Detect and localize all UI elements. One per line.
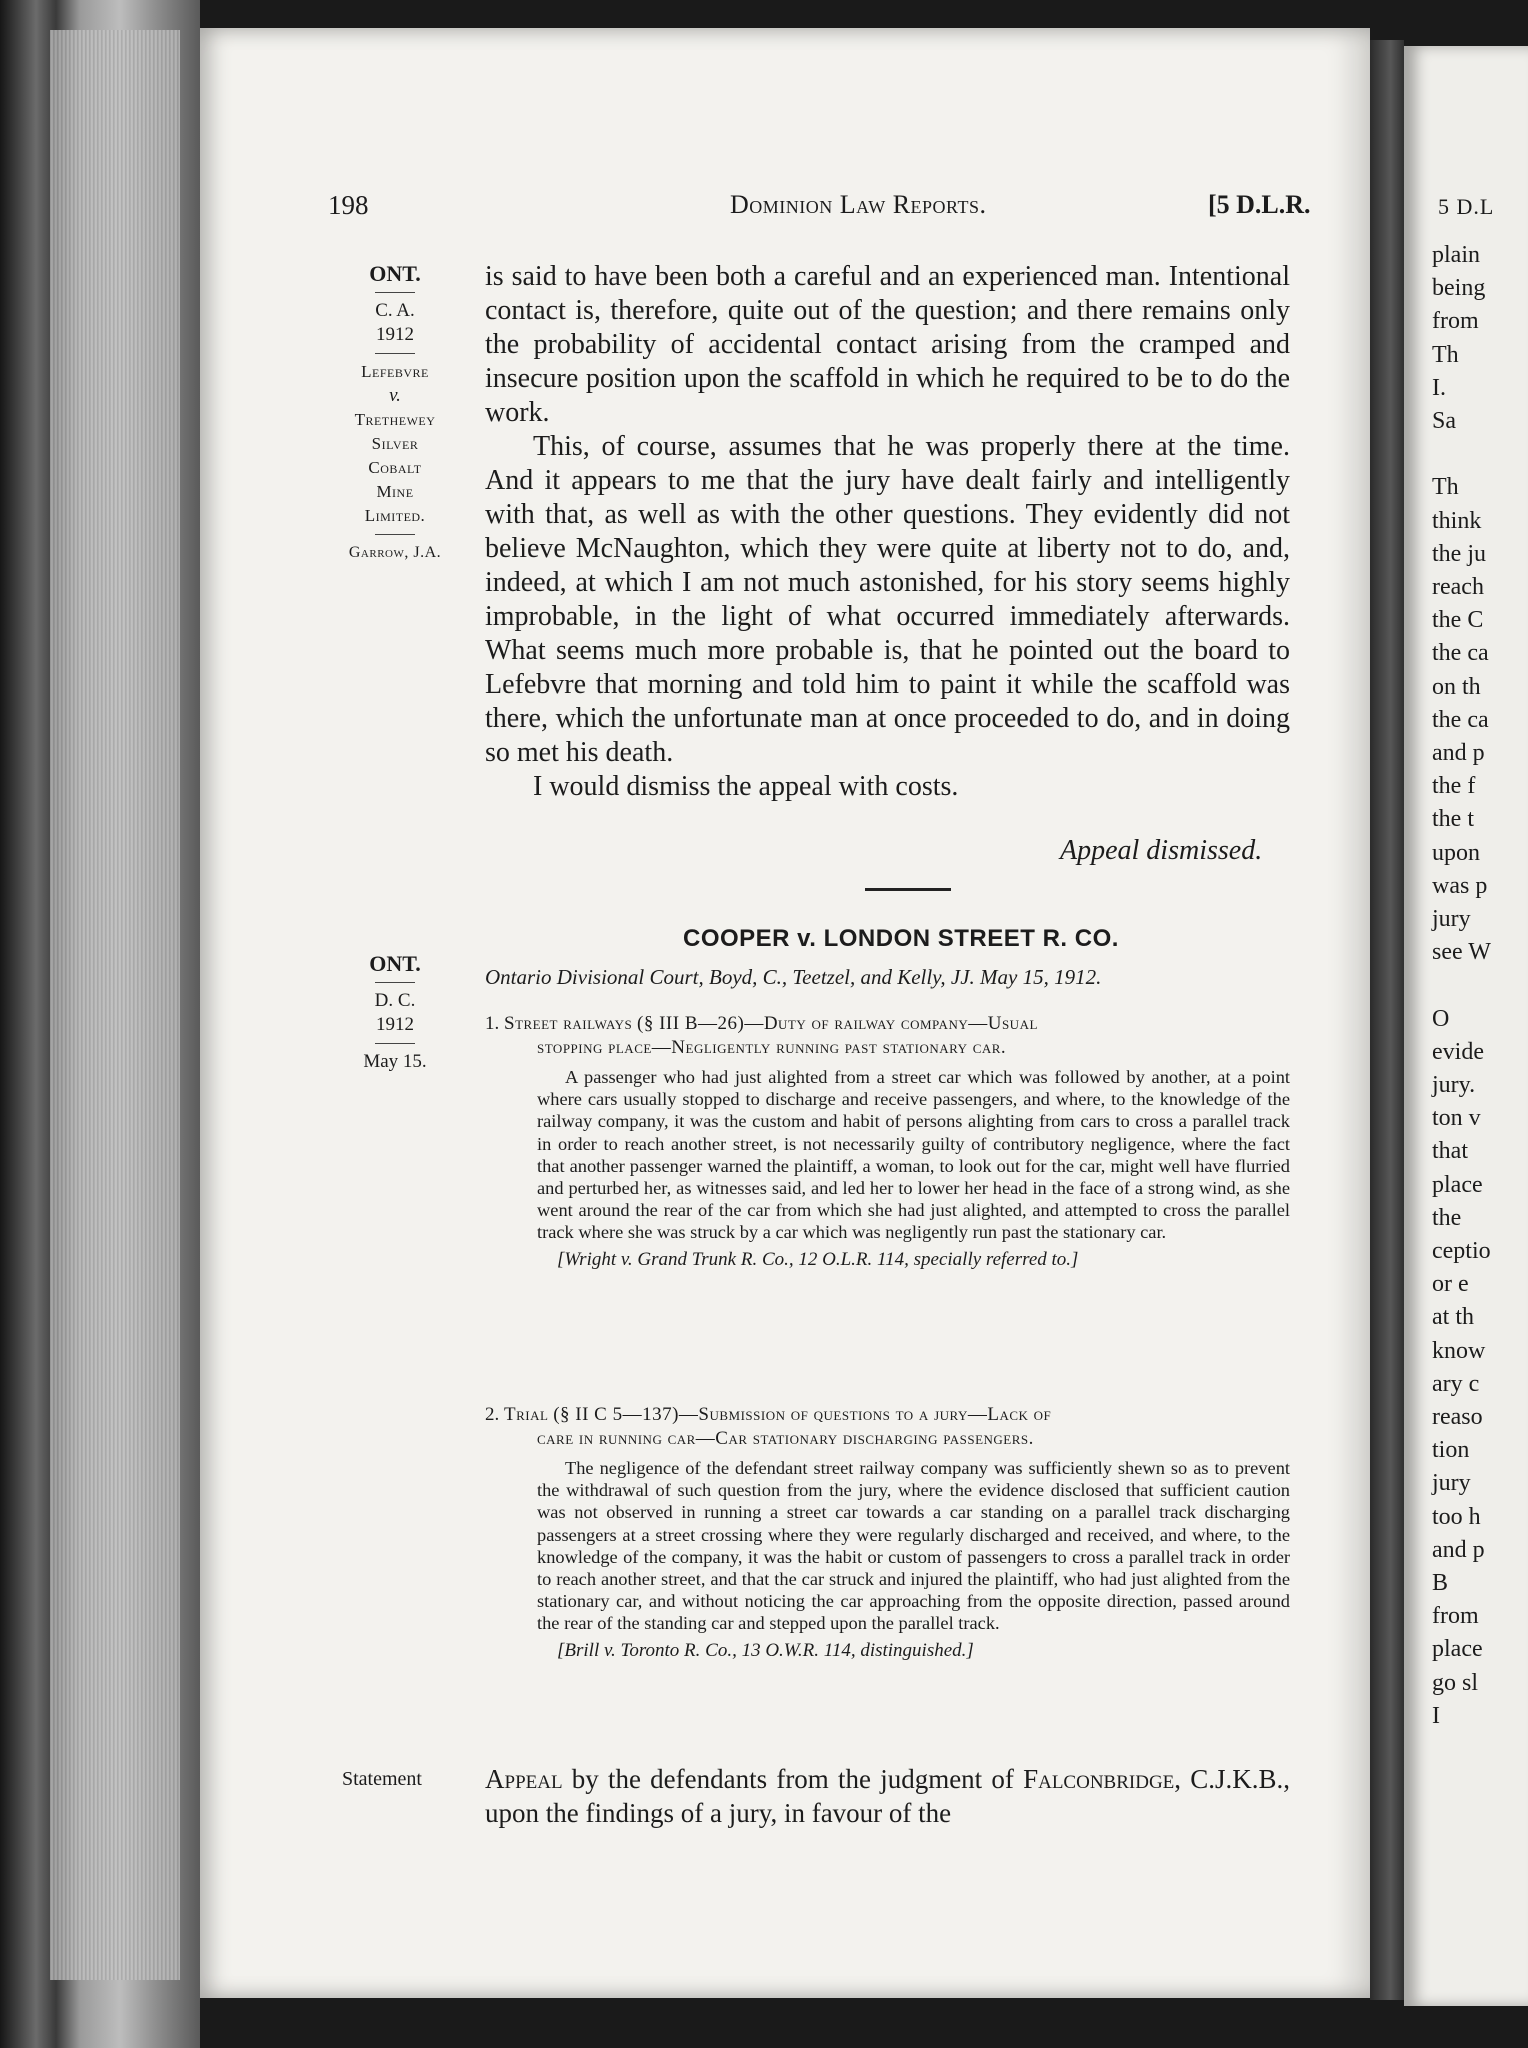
- margin-court: ONT.: [369, 951, 421, 976]
- headnote: [485, 1403, 1290, 1663]
- facing-page-line: O: [1432, 1005, 1450, 1032]
- facing-page-line: from: [1432, 1603, 1479, 1630]
- facing-page-line: and p: [1432, 740, 1485, 766]
- facing-page-line: think: [1432, 507, 1482, 534]
- headnote-citation: [Wright v. Grand Trunk R. Co., 12 O.L.R. 114, specially referred to.]: [557, 1248, 1079, 1270]
- headnote-number: 1.: [485, 1013, 500, 1034]
- headnote-paragraph: A passenger who had just alighted from a street car which was followed by another, at a point where cars usually stopped to discharge and receive passengers, and where, to the knowledge of the railway company, it was the custom and habit of persons alighting from cars to cross a parallel track in order to reach another street, is not necessarily guilty of contributory negligence, where the fact that another passenger warned the plaintiff, a woman, to look out for the car, might well have flurried and perturbed her, as witnesses said, and led her to lower her head in the face of a strong wind, as she went around the rear of the car from which she had just alighted, and attempted to cross the parallel track where she was struck by a car which was negligently run past the stationary car.: [537, 1067, 1290, 1243]
- case-title: COOPER v. LONDON STREET R. CO.: [683, 925, 1119, 952]
- headnote-heading: [485, 1403, 1290, 1451]
- facing-page-line: jury.: [1432, 1072, 1476, 1098]
- margin-judge: Garrow, J.A.: [348, 544, 442, 561]
- headnote-number: 2.: [485, 1404, 500, 1425]
- facing-page-line: ary c: [1432, 1370, 1480, 1397]
- page-edges: [50, 30, 180, 1980]
- statement-lead: Appeal: [485, 1764, 563, 1794]
- headnote: [485, 1012, 1290, 1272]
- statement-body: by the defendants from the judgment of: [571, 1764, 1014, 1794]
- margin-rule: [375, 534, 415, 535]
- margin-case-name-line: Silver: [371, 434, 419, 453]
- book-gutter: [1370, 40, 1404, 2000]
- facing-page-line: on th: [1432, 673, 1481, 700]
- facing-page-line: reach: [1432, 574, 1484, 600]
- facing-page-line: and p: [1432, 1536, 1485, 1563]
- facing-page-line: or e: [1432, 1271, 1469, 1298]
- statement-judge: Falconbridge: [1023, 1764, 1175, 1794]
- margin-year: 1912: [376, 324, 414, 345]
- headnote-lead: Street railways: [504, 1013, 633, 1034]
- judgment-paragraph: is said to have been both a careful and an experienced man. Intentional contact is, therefore, quite out of the question; and there remains only the probability of accidental contact arising from the cramped and insecure position upon the scaffold in which he required to be to do the work.: [485, 261, 1290, 428]
- facing-page-line: the ju: [1432, 540, 1486, 567]
- book-edge-left: [0, 0, 200, 2048]
- facing-page-line: the: [1432, 1204, 1462, 1231]
- margin-year: 1912: [376, 1014, 414, 1035]
- judgment-text: [485, 260, 1290, 804]
- margin-court: ONT.: [369, 261, 421, 286]
- facing-page-header: 5 D.L: [1438, 194, 1495, 219]
- statement-rest: , C.J.K.B., upon the findings of a jury, in favour of the: [485, 1764, 1291, 1828]
- facing-page-line: the C: [1432, 607, 1484, 634]
- statement-label: Statement: [342, 1768, 422, 1790]
- facing-page-line: upon: [1432, 839, 1480, 866]
- headnote-heading-continuation: stopping place—Negligently running past stationary car.: [537, 1037, 1007, 1058]
- margin-note-top: [330, 262, 460, 565]
- judgment-paragraph: This, of course, assumes that he was properly there at the time. And it appears to me that the jury have dealt fairly and intelligently with that, as well as with the other questions. They evidently did not believe McNaughton, which they were quite at liberty not to do, and, indeed, at which I am not much astonished, for his story seems highly improbable, in the light of what occurred immediately afterwards. What seems much more probable is, that he pointed out the board to Lefebvre that morning and told him to paint it while the scaffold was there, which the unfortunate man at once proceeded to do, and in doing so met his death.: [485, 431, 1290, 768]
- facing-page-line: from: [1432, 308, 1479, 335]
- margin-date: May 15.: [363, 1051, 427, 1072]
- facing-page-line: jury: [1432, 906, 1471, 932]
- headnote-heading-text: (§ II C 5—137)—Submission of questions to a jury—Lack of: [553, 1404, 1052, 1425]
- margin-case-name-line: Limited.: [364, 506, 426, 525]
- facing-page-line: go sl: [1432, 1669, 1479, 1696]
- facing-page-line: plain: [1432, 242, 1480, 268]
- facing-page-line: see W: [1432, 939, 1491, 966]
- margin-case-name-line: Trethewey: [354, 410, 436, 429]
- headnote-heading-text: (§ III B—26)—Duty of railway company—Usual: [637, 1013, 1038, 1034]
- margin-case-name-line: Mine: [376, 482, 414, 501]
- margin-rule: [375, 982, 415, 983]
- running-title: Dominion Law Reports.: [730, 190, 987, 219]
- facing-page-line: the ca: [1432, 706, 1489, 733]
- case-result: Appeal dismissed.: [1060, 835, 1263, 866]
- facing-page-line: Th: [1432, 341, 1459, 368]
- statement-text: [485, 1762, 1290, 1830]
- judgment-paragraph: I would dismiss the appeal with costs.: [533, 771, 959, 802]
- facing-page-line: ceptio: [1432, 1238, 1491, 1264]
- headnote-heading-continuation: care in running car—Car stationary discharging passengers.: [537, 1428, 1034, 1449]
- facing-page-line: jury: [1432, 1470, 1471, 1497]
- facing-page-line: I.: [1432, 374, 1446, 401]
- facing-page-line: Sa: [1432, 408, 1456, 434]
- section-divider: [865, 888, 951, 891]
- headnote-body: [537, 1066, 1290, 1244]
- facing-page-line: B: [1432, 1570, 1449, 1596]
- facing-page-line: at th: [1432, 1304, 1474, 1331]
- margin-case-name-line: v.: [389, 385, 401, 406]
- facing-page-line: tion: [1432, 1437, 1470, 1464]
- facing-page-line: evide: [1432, 1038, 1484, 1065]
- facing-page-line: ton v: [1432, 1105, 1481, 1132]
- facing-page: [1404, 46, 1528, 2006]
- headnote-body: [537, 1457, 1290, 1635]
- facing-page-line: reaso: [1432, 1404, 1483, 1430]
- facing-page-line: that: [1432, 1138, 1468, 1165]
- margin-rule: [375, 1043, 415, 1044]
- facing-page-line: the t: [1432, 806, 1474, 833]
- facing-page-line: too h: [1432, 1503, 1481, 1530]
- margin-division: C. A.: [375, 300, 415, 321]
- headnote-heading: [485, 1012, 1290, 1060]
- facing-page-line: the f: [1432, 773, 1476, 800]
- headnote-lead: Trial: [504, 1404, 549, 1425]
- headnote-paragraph: The negligence of the defendant street railway company was sufficiently shewn so as to prevent the withdrawal of such question from the jury, where the evidence disclosed that sufficient caution was not observed in running a street car towards a car standing on a parallel track discharging passengers at a street crossing where they were regularly discharged and received, and where, to the knowledge of the company, it was the habit or custom of passengers to cross a parallel track in order to reach another street, and that the car struck and injured the plaintiff, who had just alighted from the stationary car, and without noticing the car approaching from the opposite direction, passed around the rear of the standing car and stepped upon the parallel track.: [537, 1458, 1290, 1634]
- headnote-citation: [Brill v. Toronto R. Co., 13 O.W.R. 114, distinguished.]: [557, 1639, 974, 1661]
- margin-note-bottom: [330, 952, 460, 1074]
- facing-page-line: place: [1432, 1636, 1483, 1663]
- facing-page-line: Th: [1432, 474, 1459, 501]
- court-line: Ontario Divisional Court, Boyd, C., Teetzel, and Kelly, JJ. May 15, 1912.: [485, 965, 1102, 989]
- page-number: 198: [328, 190, 369, 220]
- facing-page-line: know: [1432, 1337, 1486, 1364]
- facing-page-line: was p: [1432, 872, 1488, 899]
- facing-page-line: place: [1432, 1171, 1483, 1198]
- facing-page-line: being: [1432, 275, 1486, 302]
- volume-reference: [5 D.L.R.: [1208, 190, 1311, 219]
- margin-rule: [375, 292, 415, 293]
- margin-case-name-line: Cobalt: [368, 458, 422, 477]
- margin-case-name-line: Lefebvre: [361, 362, 429, 381]
- facing-page-line: the ca: [1432, 640, 1489, 667]
- margin-division: D. C.: [374, 990, 416, 1011]
- margin-rule: [375, 353, 415, 354]
- facing-page-line: I: [1432, 1702, 1440, 1729]
